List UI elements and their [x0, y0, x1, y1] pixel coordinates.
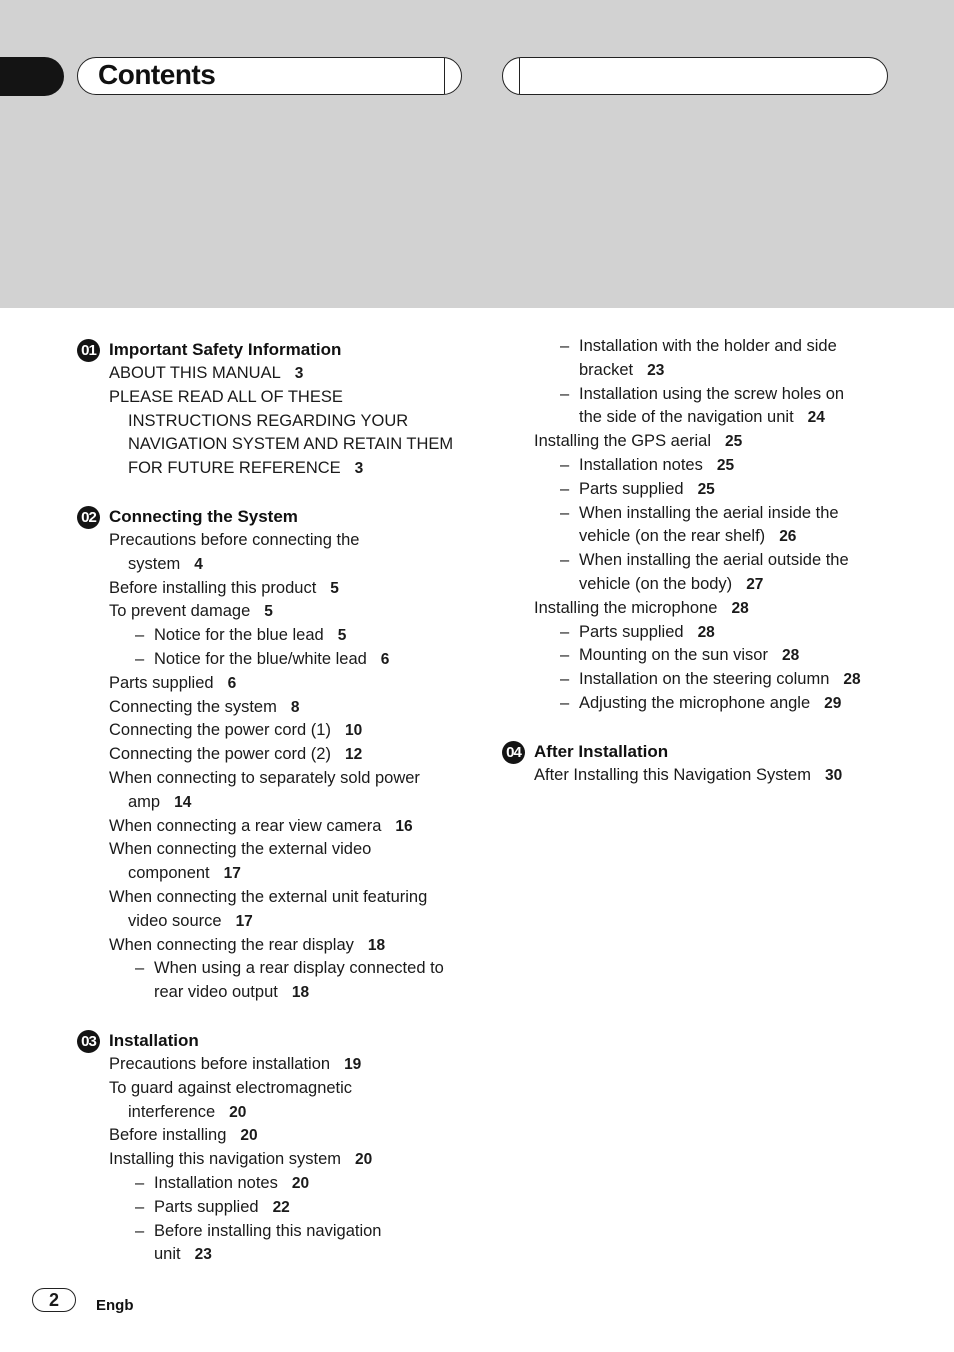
- toc-page-number: 17: [223, 865, 241, 883]
- toc-entry[interactable]: [77, 362, 477, 386]
- dash-bullet: –: [560, 622, 570, 641]
- toc-entry-text: [154, 957, 477, 981]
- toc-entry[interactable]: [77, 529, 477, 577]
- toc-entry-text: [109, 886, 477, 910]
- toc-entry-label: Installation using the screw holes on: [579, 384, 845, 403]
- toc-entry-text: [109, 862, 477, 886]
- dash-bullet: –: [560, 670, 570, 689]
- dash-bullet: –: [135, 649, 145, 668]
- dash-bullet: –: [560, 551, 570, 570]
- toc-page-number: 8: [290, 698, 300, 716]
- chapter-number-badge: 01: [77, 339, 100, 362]
- toc-entry-label: After Installing this Navigation System: [534, 765, 811, 784]
- toc-page-number: 5: [337, 627, 347, 645]
- dash-bullet: –: [560, 384, 570, 403]
- chapter-tab: [0, 57, 64, 96]
- toc-subentry[interactable]: [502, 335, 902, 383]
- toc-entry-label: Mounting on the sun visor: [579, 646, 768, 665]
- toc-entry[interactable]: [77, 886, 477, 934]
- toc-entry-text: [109, 1148, 477, 1172]
- toc-entry-label: When connecting the external video: [109, 840, 372, 859]
- toc-page-number: 27: [746, 575, 764, 593]
- toc-entry-text: [154, 1220, 477, 1244]
- toc-entry-label: To prevent damage: [109, 602, 251, 621]
- toc-entry-text: [109, 910, 477, 934]
- toc-entry-text: [109, 577, 477, 601]
- toc-subentry[interactable]: [502, 383, 902, 431]
- dash-bullet: –: [560, 503, 570, 522]
- toc-page-number: 18: [367, 936, 386, 954]
- toc-page-number: 28: [781, 647, 800, 665]
- toc-entry-label: interference: [128, 1102, 216, 1121]
- toc-entry-text: [579, 478, 902, 502]
- toc-entry[interactable]: [77, 672, 477, 696]
- toc-entry[interactable]: [77, 815, 477, 839]
- toc-entry-label: PLEASE READ ALL OF THESE: [109, 387, 343, 406]
- toc-subentry[interactable]: [77, 1172, 477, 1196]
- title-pill-divider: [444, 58, 445, 94]
- toc-entry-text: [579, 525, 902, 549]
- toc-subentry[interactable]: [502, 668, 902, 692]
- toc-entry[interactable]: [77, 838, 477, 886]
- toc-entry-text: [534, 430, 902, 454]
- toc-entry-label: Installation notes: [154, 1173, 278, 1192]
- toc-page-number: 25: [697, 480, 715, 498]
- toc-entry-text: [579, 621, 902, 645]
- toc-entry-label: Installation notes: [579, 455, 703, 474]
- toc-entry-text: [109, 457, 477, 481]
- toc-entry-label: When using a rear display connected to: [154, 959, 444, 978]
- toc-entry-text: [109, 791, 477, 815]
- toc-entry-label: When installing the aerial outside the: [579, 551, 849, 570]
- toc-entry[interactable]: [77, 934, 477, 958]
- dash-bullet: –: [135, 1221, 145, 1240]
- toc-subentry[interactable]: [502, 502, 902, 550]
- toc-entry-text: [109, 386, 477, 410]
- toc-subentry[interactable]: [502, 478, 902, 502]
- toc-page-number: 23: [194, 1246, 212, 1264]
- toc-page-number: 28: [731, 599, 749, 617]
- toc-page-number: 30: [824, 766, 843, 784]
- page-number: 2: [48, 1290, 59, 1310]
- toc-entry-label: Installation with the holder and side: [579, 337, 837, 355]
- toc-entry[interactable]: [77, 1077, 477, 1125]
- toc-subentry[interactable]: [502, 549, 902, 597]
- toc-entry-label: Notice for the blue/white lead: [154, 649, 367, 668]
- toc-page-number: 5: [330, 579, 339, 597]
- toc-entry-text: [109, 1124, 477, 1148]
- toc-entry-label: video source: [128, 911, 222, 930]
- toc-subentry[interactable]: [77, 624, 477, 648]
- toc-page-number: 5: [264, 603, 273, 621]
- section-title: Important Safety Information: [109, 340, 342, 359]
- toc-entry-text: [109, 410, 477, 434]
- toc-entry-text: [579, 668, 902, 692]
- toc-page-number: 20: [229, 1103, 247, 1121]
- toc-entry-label: When installing the aerial inside the: [579, 503, 839, 522]
- section-heading[interactable]: [77, 505, 477, 529]
- toc-entry[interactable]: [77, 743, 477, 767]
- toc-column-left: [77, 338, 477, 1291]
- toc-entry-text: [579, 502, 902, 526]
- toc-page-number: 29: [824, 694, 842, 712]
- toc-entry-text: [579, 573, 902, 597]
- toc-entry-text: [109, 600, 477, 624]
- toc-entry-label: Connecting the power cord (1): [109, 721, 331, 740]
- toc-entry[interactable]: [77, 1124, 477, 1148]
- toc-entry-label: Installing the microphone: [534, 598, 718, 617]
- toc-entry-label: Installing this navigation system: [109, 1150, 342, 1169]
- toc-entry-label: Before installing this product: [109, 578, 317, 597]
- toc-entry[interactable]: [77, 767, 477, 815]
- toc-entry-text: [109, 838, 477, 862]
- section-title: Connecting the System: [109, 506, 298, 526]
- toc-page-number: 23: [647, 361, 665, 379]
- toc-entry-text: [579, 549, 902, 573]
- dash-bullet: –: [135, 1173, 145, 1192]
- toc-entry-text: [579, 359, 902, 383]
- toc-column-right: [502, 335, 902, 812]
- toc-entry-text: [109, 696, 477, 720]
- toc-subentry[interactable]: [77, 1196, 477, 1220]
- toc-page-number: 17: [235, 912, 253, 930]
- toc-entry-label: Connecting the power cord (2): [109, 745, 331, 764]
- toc-entry[interactable]: [77, 1053, 477, 1077]
- toc-entry-label: amp: [128, 792, 161, 811]
- toc-entry-label: Parts supplied: [579, 622, 684, 641]
- toc-entry-label: Installing the GPS aerial: [534, 432, 712, 451]
- section-heading[interactable]: [502, 740, 902, 764]
- toc-entry-text: [579, 692, 902, 716]
- toc-entry[interactable]: [502, 430, 902, 454]
- toc-subentry[interactable]: [77, 648, 477, 672]
- toc-section: [502, 740, 902, 788]
- section-heading[interactable]: [77, 1029, 477, 1053]
- header-band: [0, 0, 954, 308]
- dash-bullet: –: [560, 693, 570, 712]
- toc-entry-label: the side of the navigation unit: [579, 408, 794, 427]
- toc-entry-label: Adjusting the microphone angle: [579, 693, 811, 712]
- toc-subentry[interactable]: [502, 692, 902, 716]
- toc-entry-text: [534, 764, 902, 788]
- toc-entry-label: To guard against electromagnetic: [109, 1078, 353, 1097]
- toc-entry[interactable]: [502, 597, 902, 621]
- toc-page-number: 10: [344, 722, 363, 740]
- toc-entry-label: Parts supplied: [109, 673, 214, 692]
- toc-entry-label: unit: [154, 1245, 181, 1264]
- toc-entry-text: [109, 529, 477, 553]
- toc-entry-text: [109, 743, 477, 767]
- toc-entry-text: [579, 454, 902, 478]
- toc-page-number: 26: [779, 528, 797, 546]
- toc-entry-text: [109, 433, 477, 457]
- toc-entry-text: [154, 1243, 477, 1267]
- toc-entry-text: [579, 383, 902, 407]
- toc-entry-label: Parts supplied: [154, 1197, 259, 1216]
- toc-page-number: 24: [807, 409, 825, 427]
- toc-entry-text: [109, 767, 477, 791]
- toc-entry-label: system: [128, 554, 181, 573]
- toc-page-number: 6: [380, 650, 390, 668]
- toc-entry-text: [534, 597, 902, 621]
- toc-entry-label: ABOUT THIS MANUAL: [109, 364, 281, 382]
- toc-entry[interactable]: [77, 386, 477, 481]
- toc-page-number: 25: [725, 433, 743, 451]
- toc-page-number: 20: [355, 1151, 373, 1169]
- toc-page-number: 20: [240, 1127, 258, 1145]
- dash-bullet: –: [560, 479, 570, 498]
- toc-subentry[interactable]: [502, 454, 902, 478]
- toc-entry-text: [109, 1053, 477, 1077]
- toc-entry-text: [109, 362, 477, 386]
- chapter-number-badge: 02: [77, 506, 100, 529]
- toc-entry-text: [154, 648, 477, 672]
- toc-entry-label: Before installing this navigation: [154, 1221, 382, 1240]
- dash-bullet: –: [135, 626, 145, 645]
- toc-entry-text: [109, 553, 477, 577]
- toc-entry-text: [109, 934, 477, 958]
- toc-entry-label: Before installing: [109, 1126, 227, 1145]
- toc-page-number: 19: [344, 1055, 362, 1073]
- toc-entry-label: When connecting the rear display: [109, 935, 354, 954]
- toc-entry-label: Parts supplied: [579, 479, 684, 498]
- toc-entry[interactable]: [77, 577, 477, 601]
- toc-page-number: 4: [194, 555, 203, 573]
- toc-page-number: 6: [227, 674, 237, 692]
- toc-entry[interactable]: [77, 719, 477, 743]
- toc-entry-label: vehicle (on the rear shelf): [579, 527, 766, 546]
- toc-subentry[interactable]: [77, 957, 477, 1005]
- toc-entry-label: NAVIGATION SYSTEM AND RETAIN THEM: [128, 435, 454, 454]
- toc-page-number: 12: [344, 746, 363, 764]
- dash-bullet: –: [135, 959, 145, 978]
- page-title: Contents: [98, 59, 216, 90]
- title-pill: [77, 57, 462, 95]
- toc-entry[interactable]: [502, 764, 902, 788]
- toc-page-number: 22: [272, 1198, 290, 1216]
- right-pill-divider: [519, 58, 520, 94]
- toc-entry-text: [109, 672, 477, 696]
- toc-entry-text: [579, 335, 902, 359]
- toc-entry-label: Installation on the steering column: [579, 670, 830, 689]
- toc-entry-label: FOR FUTURE REFERENCE: [128, 459, 341, 478]
- toc-entry-text: [154, 624, 477, 648]
- toc-entry-text: [109, 1101, 477, 1125]
- toc-entry-label: component: [128, 864, 210, 883]
- dash-bullet: –: [135, 1197, 145, 1216]
- dash-bullet: –: [560, 646, 570, 665]
- toc-entry-label: rear video output: [154, 983, 278, 1002]
- toc-subentry[interactable]: [77, 1220, 477, 1268]
- toc-entry-text: [109, 1077, 477, 1101]
- dash-bullet: –: [560, 455, 570, 474]
- toc-entry-text: [154, 1196, 477, 1220]
- chapter-number-badge: 03: [77, 1030, 100, 1053]
- toc-entry-label: Connecting the system: [109, 697, 277, 716]
- toc-page-number: 3: [294, 365, 304, 382]
- section-title: After Installation: [534, 741, 669, 761]
- dash-bullet: –: [560, 337, 570, 355]
- toc-page-number: 16: [395, 817, 413, 835]
- toc-entry-label: Precautions before connecting the: [109, 530, 360, 549]
- toc-subentry[interactable]: [502, 644, 902, 668]
- toc-entry-label: bracket: [579, 360, 634, 379]
- toc-entry-label: When connecting to separately sold power: [109, 768, 420, 787]
- toc-page-number: 14: [174, 793, 192, 811]
- toc-section: [77, 505, 477, 1005]
- toc-page-number: 20: [291, 1174, 310, 1192]
- section-title: Installation: [109, 1030, 199, 1050]
- right-pill: [502, 57, 888, 95]
- toc-entry-label: Notice for the blue lead: [154, 626, 324, 645]
- toc-entry-label: vehicle (on the body): [579, 574, 733, 593]
- chapter-number-badge: 04: [502, 741, 525, 764]
- toc-subentry[interactable]: [502, 621, 902, 645]
- toc-entry[interactable]: [77, 600, 477, 624]
- language-code: Engb: [96, 1297, 134, 1314]
- toc-entry-text: [154, 981, 477, 1005]
- toc-entry[interactable]: [77, 696, 477, 720]
- toc-entry-text: [109, 719, 477, 743]
- toc-entry-text: [579, 644, 902, 668]
- section-heading[interactable]: [77, 338, 477, 362]
- toc-page-number: 18: [291, 984, 310, 1002]
- toc-entry[interactable]: [77, 1148, 477, 1172]
- toc-entry-text: [579, 406, 902, 430]
- toc-section: [77, 1029, 477, 1267]
- toc-entry-text: [154, 1172, 477, 1196]
- toc-page-number: 3: [354, 460, 364, 478]
- toc-entry-label: Precautions before installation: [109, 1054, 331, 1073]
- toc-section: [77, 338, 477, 481]
- toc-entry-label: When connecting the external unit featuring: [109, 887, 428, 906]
- toc-page-number: 28: [843, 671, 861, 689]
- toc-entry-label: When connecting a rear view camera: [109, 816, 382, 835]
- toc-entry-label: INSTRUCTIONS REGARDING YOUR: [128, 411, 409, 430]
- toc-section: [502, 335, 902, 716]
- toc-page-number: 25: [716, 456, 735, 474]
- toc-entry-text: [109, 815, 477, 839]
- toc-page-number: 28: [697, 623, 715, 641]
